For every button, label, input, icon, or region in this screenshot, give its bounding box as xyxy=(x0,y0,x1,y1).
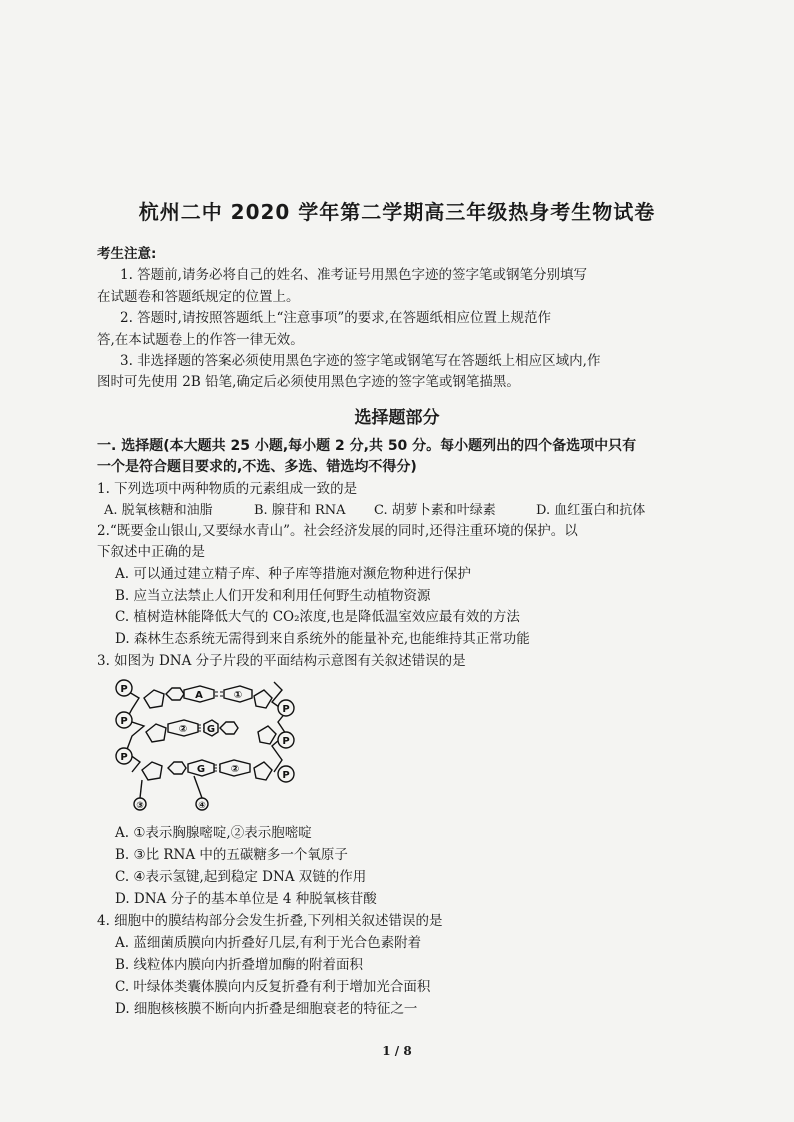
notice-item-2-cont: 答,在本试题卷上的作答一律无效。 xyxy=(97,332,304,348)
q4-stem: 4. 细胞中的膜结构部分会发生折叠,下列相关叙述错误的是 xyxy=(97,913,443,929)
notice-item-3-cont: 图时可先使用 2B 铅笔,确定后必须使用黑色字迹的签字笔或钢笔描黑。 xyxy=(97,374,520,390)
q2-option-b: B. 应当立法禁止人们开发和利用任何野生动植物资源 xyxy=(115,588,431,604)
notice-item-2: 2. 答题时,请按照答题纸上“注意事项”的要求,在答题纸相应位置上规范作 xyxy=(120,310,552,326)
dna-structure-diagram xyxy=(104,676,304,816)
q2-option-c: C. 植树造林能降低大气的 CO₂浓度,也是降低温室效应最有效的方法 xyxy=(115,609,520,625)
phosphate-label: P xyxy=(282,704,290,715)
base-a-label: A xyxy=(195,690,203,701)
q1-option-a: A. 脱氧核糖和油脂 xyxy=(104,503,213,518)
q3-stem: 3. 如图为 DNA 分子片段的平面结构示意图有关叙述错误的是 xyxy=(97,653,466,669)
q1-option-b: B. 腺苷和 RNA xyxy=(254,503,346,518)
phosphate-label: P xyxy=(282,770,290,781)
base-2-label: ② xyxy=(178,724,188,735)
q3-option-c: C. ④表示氢键,起到稳定 DNA 双链的作用 xyxy=(115,869,367,885)
section-instructions-cont: 一个是符合题目要求的,不选、多选、错选均不得分) xyxy=(97,459,417,475)
q4-option-d: D. 细胞核核膜不断向内折叠是细胞衰老的特征之一 xyxy=(115,1001,418,1017)
q4-option-c: C. 叶绿体类囊体膜向内反复折叠有利于增加光合面积 xyxy=(115,979,431,995)
section-title: 选择题部分 xyxy=(354,408,440,428)
phosphate-label: P xyxy=(120,716,128,727)
q2-option-a: A. 可以通过建立精子库、种子库等措施对濒危物种进行保护 xyxy=(115,566,471,582)
label-3: ③ xyxy=(136,801,144,811)
q2-stem-cont: 下叙述中正确的是 xyxy=(97,544,205,560)
q1-stem: 1. 下列选项中两种物质的元素组成一致的是 xyxy=(97,481,358,497)
page-number: 1 / 8 xyxy=(382,1044,412,1058)
q3-option-d: D. DNA 分子的基本单位是 4 种脱氧核苷酸 xyxy=(115,891,377,907)
notice-item-1-cont: 在试题卷和答题纸规定的位置上。 xyxy=(97,289,300,305)
q1-options xyxy=(104,499,645,518)
q1-option-d: D. 血红蛋白和抗体 xyxy=(536,503,646,518)
q3-option-a: A. ①表示胸腺嘧啶,②表示胞嘧啶 xyxy=(115,825,312,841)
base-g-label: G xyxy=(196,764,206,775)
notice-item-1: 1. 答题前,请务必将自己的姓名、准考证号用黑色字迹的签字笔或钢笔分别填写 xyxy=(120,267,587,283)
exam-title: 杭州二中 2020 学年第二学期高三年级热身考生物试卷 xyxy=(138,200,656,224)
phosphate-label: P xyxy=(120,752,128,763)
base-g-label: G xyxy=(206,724,216,735)
notice-item-3: 3. 非选择题的答案必须使用黑色字迹的签字笔或钢笔写在答题纸上相应区域内,作 xyxy=(120,353,601,369)
section-instructions: 一. 选择题(本大题共 25 小题,每小题 2 分,共 50 分。每小题列出的四个备选项中只有 xyxy=(97,438,637,454)
label-4: ④ xyxy=(198,801,206,811)
q4-option-a: A. 蓝细菌质膜向内折叠好几层,有利于光合色素附着 xyxy=(115,935,422,951)
notice-heading: 考生注意: xyxy=(97,246,157,262)
base-1-label: ① xyxy=(233,690,243,701)
q1-option-c: C. 胡萝卜素和叶绿素 xyxy=(374,503,496,518)
base-2-label: ② xyxy=(230,764,240,775)
q2-stem: 2.“既要金山银山,又要绿水青山”。社会经济发展的同时,还得注重环境的保护。以 xyxy=(97,523,578,539)
phosphate-label: P xyxy=(120,684,128,695)
q4-option-b: B. 线粒体内膜向内折叠增加酶的附着面积 xyxy=(115,957,364,973)
q2-option-d: D. 森林生态系统无需得到来自系统外的能量补充,也能维持其正常功能 xyxy=(115,631,530,647)
q3-option-b: B. ③比 RNA 中的五碳糖多一个氧原子 xyxy=(115,847,348,863)
phosphate-label: P xyxy=(282,736,290,747)
